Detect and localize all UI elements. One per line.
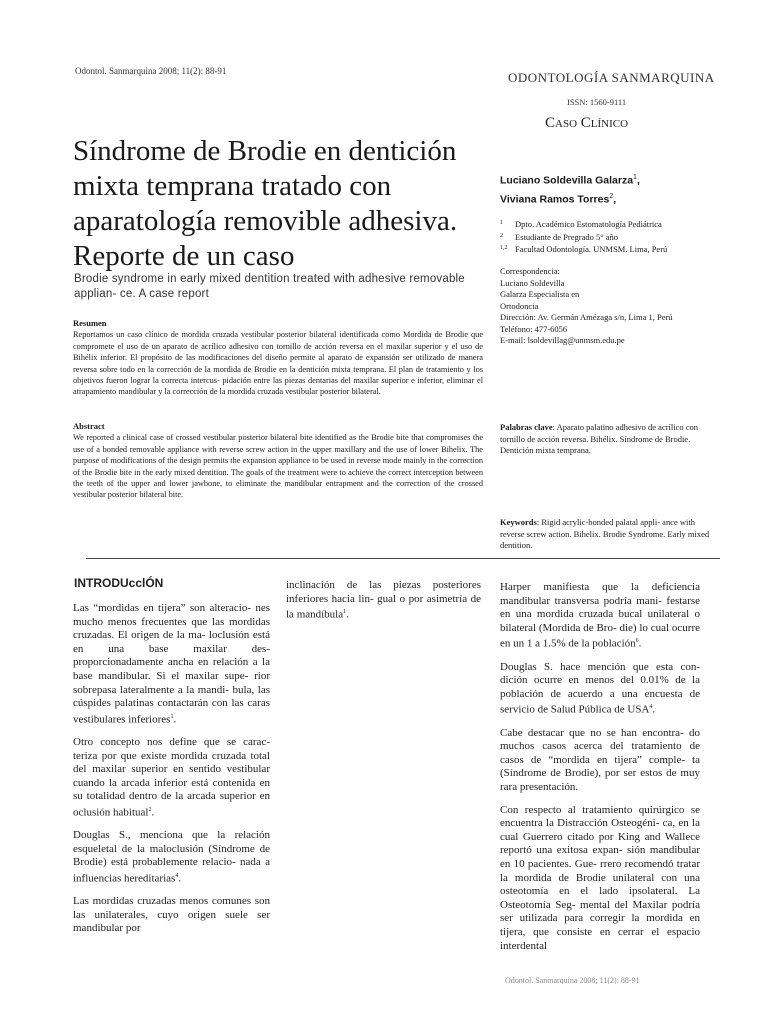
author: Viviana Ramos Torres$^2$,: [500, 192, 617, 205]
abstract-text: We reported a clinical case of crossed vestibular posterior bilateral bite identified as the Brodie bite that compromises the use of a bonded removable appliance with reverse screw action in the upper maxillary and the use of lower Bihelix. The purpose of modifications of the design permits the expansion appliance to be used in reverse mode mainly in the correction of the Brodie bite in the early mixed dentition. The goals of the treatment were to achieve the correct interception between the teeth of the upper and lower jawbone, to eliminate the mandibular entrapment and the correction of the crossed vestibular posterior bilateral bite.: [73, 433, 483, 500]
keywords-label: Palabras clave: [500, 422, 553, 432]
author: Luciano Soldevilla Galarza$^1$,: [500, 174, 640, 187]
reference-marker: 1: [170, 713, 174, 720]
paragraph: inclinación de las piezas posteriores inferiores hacia lin- gual o por asimetría de la mandíbula$^1$.: [286, 579, 481, 621]
correspondence-line: Galarza Especialista en: [500, 289, 580, 299]
affiliations: [500, 218, 667, 256]
paragraph: Douglas S., menciona que la relación esqueletal de la maloclusión (Síndrome de Brodie) está probablemente relacio- nada a influencias hereditarias$^4$.: [73, 829, 270, 885]
affiliation: 2 Estudiante de Pregrado 5° año: [500, 231, 619, 242]
body-column-3: [500, 581, 700, 962]
body-column-1: [73, 602, 270, 945]
section-label: Caso Clínico: [545, 115, 629, 131]
keywords-spanish: [500, 422, 710, 457]
reference-marker: 4: [175, 873, 179, 879]
affiliation: 1 Dpto. Académico Estomatología Pediátrica: [500, 219, 662, 229]
keywords-text: : Aparato palatino adhesivo de acrílico con tornillo de acción reversa. Bihélix. Síndrome de Brodie. Dentición mixta temprana.: [500, 422, 699, 455]
reference-marker: 1: [343, 609, 347, 616]
correspondence-line: Dirección: Av. Germán Amézaga s/n, Lima 1, Perú: [500, 312, 673, 322]
reference-marker: 4: [649, 704, 653, 711]
affiliation: 1,2 Facultad Odontología. UNMSM. Lima, Perú: [500, 244, 668, 254]
reference-marker: 6: [635, 638, 639, 645]
reference-marker: 2: [148, 806, 152, 813]
page-footer: Odontol. Sanmarquina 2008; 11(2): 88-91: [505, 976, 640, 984]
paragraph: Las mordidas cruzadas menos comunes son las unilaterales, cuyo origen suele ser mandibular por: [73, 895, 270, 935]
resumen-section: [73, 318, 483, 398]
paragraph: Douglas S. hace mención que esta con- dición ocurre en menos del 0.01% de la población de acuerdo a una encuesta de servicio de Salud Pública de USA$^4$.: [500, 660, 700, 717]
paragraph: Las “mordidas en tijera” son alteracio- nes mucho menos frecuentes que las mordidas cruzadas. El origen de la ma- loclusión está en una base maxilar des- proporcionadamente ancha en relación a la base mandibular. Si el maxilar supe- rior sobrepasa lateralmente a la mandi- bula, las cúspides palatinas contactarán con las caras vestibulares inferiores$^1$.: [73, 602, 270, 726]
article-subtitle: Brodie syndrome in early mixed dentition treated with adhesive removable applian- ce. A case report: [74, 273, 465, 300]
resumen-heading: Resumen: [73, 318, 107, 328]
abstract-section: [73, 421, 483, 501]
issn: ISSN: 1560-9111: [567, 97, 627, 107]
correspondence: [500, 266, 720, 347]
correspondence-email: E-mail: lsoldevillag@unmsm.edu.pe: [500, 335, 625, 345]
keywords-english: [500, 517, 710, 552]
journal-name: ODONTOLOGÍA SANMARQUINA: [508, 70, 715, 85]
resumen-text: Reportamos un caso clínico de mordida cruzada vestibular posterior bilateral identificada como Mordida de Brodie que compromete el uso de un aparato de acrílico adhesivo con tornillo de acción reversa en el maxilar superior y el uso de Bihélix inferior. El propósito de las modificaciones del diseño permite al aparato de expansión ser utilizado de manera reversa sobre todo en la corrección de la mordida de Brodie en la dentición mixta temprana. El plan de tratamiento y los objetivos fueron lograr la correcta intercus- pidación entre las piezas dentarias del maxilar superior e inferior, eliminar el atrapamiento mandibular y la corrección de la mordida cruzada vestibular posterior bilateral.: [73, 330, 483, 397]
correspondence-line: Teléfono: 477-6056: [500, 323, 568, 334]
introduction-heading: INTRODUcclÓN: [74, 576, 164, 590]
paragraph: Harper manifiesta que la deficiencia mandibular transversa podría mani- festarse en una mordida cruzada bucal unilateral o bilateral (Mordida de Bro- die) lo cual ocurre en un 1 a 1.5% de la población$^6$.: [500, 581, 700, 651]
keywords-label: Keywords: [500, 517, 537, 527]
paragraph: Otro concepto nos define que se carac- teriza por que existe mordida cruzada total del maxilar superior en sentido vestibular cuando la arcada inferior está contenida en su totalidad dentro de la arcada superior en oclusión habitual$^2$.: [73, 736, 270, 819]
body-column-2: [286, 579, 481, 631]
correspondence-heading: Correspondencia:: [500, 266, 560, 276]
author-list: [500, 170, 640, 207]
section-divider: [86, 558, 720, 559]
paragraph: Con respecto al tratamiento quirúrgico se encuentra la Distracción Osteogéni- ca, en la cual Guerrero citado por King and Wallece reportó una exitosa expan- sión mandibular en 10 pacientes. Gue- rrero recomendó tratar la mordida de Brodie unilateral con una osteotomía en el lado ipsolateral. La Osteotomía Seg- mental del Maxilar podría ser utilizada para corregir la mordida en tijera, que consiste en cerrar el espacio interdental: [500, 803, 700, 952]
correspondence-line: Ortodoncia: [500, 300, 539, 311]
paragraph: Cabe destacar que no se han encontra- do muchos casos acerca del tratamiento de casos de “mordida en tijera” comple- ta (Síndrome de Brodie), por ser estos de muy rara presentación.: [500, 726, 700, 794]
abstract-heading: Abstract: [73, 421, 105, 431]
keywords-text: : Rigid acrylic-bonded palatal appli- ance with reverse screw action. Bihelix. Brodie Syndrome. Early mixed dentition.: [500, 517, 710, 550]
correspondence-line: Luciano Soldevilla: [500, 277, 565, 288]
article-title: Síndrome de Brodie en dentición mixta temprana tratado con aparatología removible adhesiva. Reporte de un caso: [73, 135, 458, 272]
journal-citation: Odontol. Sanmarquina 2008; 11(2): 88-91: [75, 66, 227, 76]
